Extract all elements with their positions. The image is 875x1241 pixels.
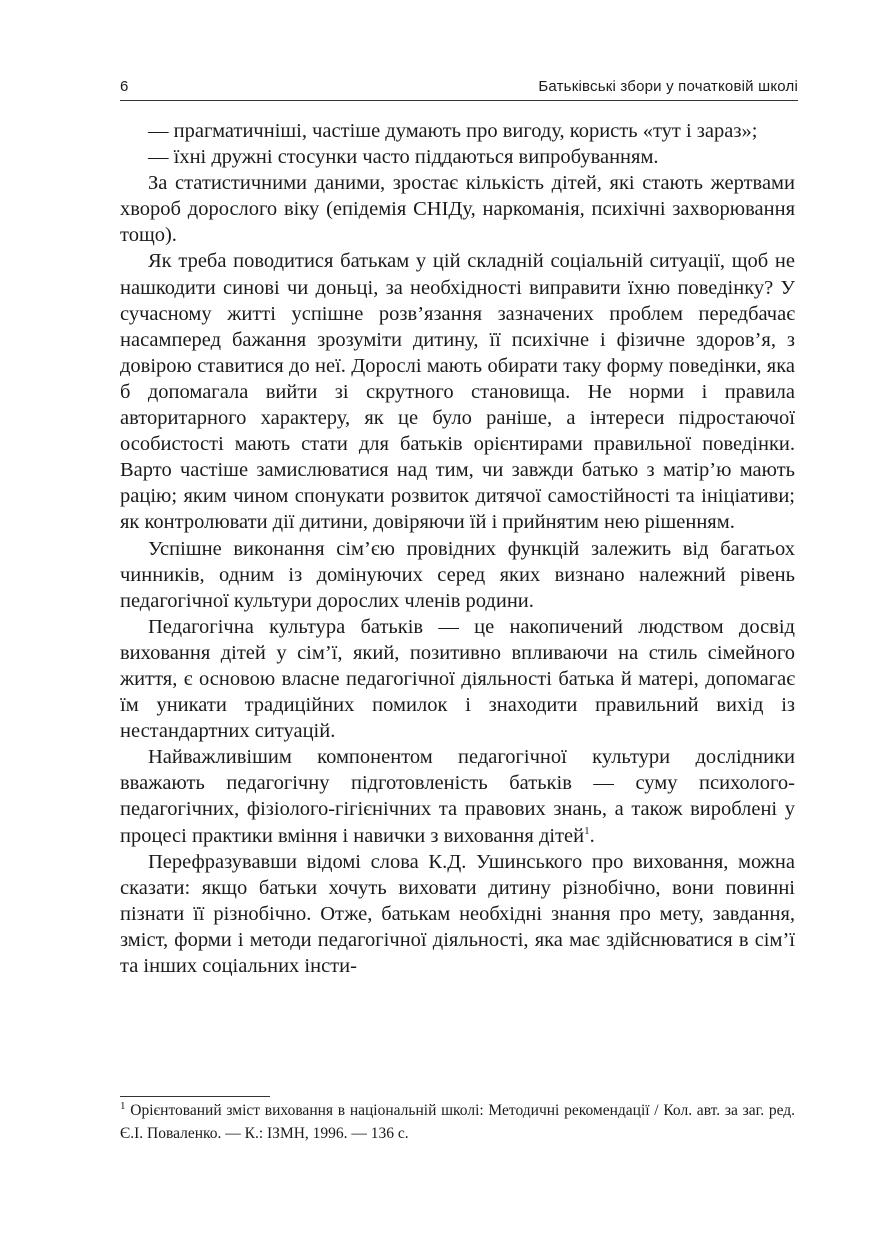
footnote [120,1099,795,1145]
footnote-marker: 1 [120,1099,126,1112]
footnote-text: Орієнтований зміст виховання в національній школі: Методичні рекомендації / Кол. авт. за заг. ред. Є.І. Поваленко. — К.: ІЗМН, 1996. — 136 с. [120,1102,796,1142]
running-title: Батьківські збори у початковій школі [538,78,798,95]
paragraph: — прагматичніші, частіше думають про вигоду, користь «тут і зараз»; [148,120,758,142]
page-number: 6 [120,78,129,95]
running-header [120,78,798,101]
paragraph-with-footnote [120,744,795,848]
paragraph: За статистичними даними, зростає кількість дітей, які стають жертвами хвороб дорослого віку (епідемія СНІДу, наркоманія, психічні захворювання тощо). [120,172,795,247]
footnote-reference: 1 [584,824,590,837]
paragraph-end-period: . [589,824,595,847]
footnote-divider [120,1096,270,1097]
paragraph: — їхні дружні стосунки часто піддаються випробуванням. [148,146,659,169]
body-text [120,118,795,979]
footnote-entry [120,1099,795,1145]
paragraph-text: Найважливішим компонентом педагогічної культури дослідники вважають педагогічну підготовленість батьків — суму психолого-педагогічних, фізіолого-гігієнічних та правових знань, а також вироблені у процесі практики вміння і навички з виховання дітей [120,746,795,847]
paragraph: Успішне виконання сім’єю провідних функцій залежить від багатьох чинників, одним із домінуючих серед яких визнано належний рівень педагогічної культури дорослих членів родини. [120,537,795,612]
paragraph: Перефразувавши відомі слова К.Д. Ушинського про виховання, можна сказати: якщо батьки хочуть виховати дитину різнобічно, вони повинні пізнати її різнобічно. Отже, батькам необхідні знання про мету, завдання, зміст, форми і методи педагогічної діяльності, яка має здійснюватися в сім’ї та інших соціальних інсти- [120,850,795,977]
paragraph: Як треба поводитися батькам у цій складній соціальній ситуації, щоб не нашкодити синові чи доньці, за необхідності виправити їхню поведінку? У сучасному житті успішне розв’язання зазначених проблем передбачає насамперед бажання зрозуміти дитину, її психічне і фізичне здоров’я, з довірою ставитися до неї. Дорослі мають обирати таку форму поведінки, яка б допомагала вийти зі скрутного становища. Не норми і правила авторитарного характеру, як це було раніше, а інтереси підростаючої особистості мають стати для батьків орієнтирами правильної поведінки. Варто частіше замислюватися над тим, чи завжди батько з матір’ю мають рацію; яким чином спонукати розвиток дитячої самостійності та ініціативи; як контролювати дії дитини, довіряючи їй і прийнятим нею рішенням. [120,250,795,534]
paragraph: Педагогічна культура батьків — це накопичений людством досвід виховання дітей у сім’ї, який, позитивно впливаючи на стиль сімейного життя, є основою власне педагогічної діяльності батька й матері, допомагає їм уникати традиційних помилок і знаходити правильний вихід із нестандартних ситуацій. [120,615,795,743]
